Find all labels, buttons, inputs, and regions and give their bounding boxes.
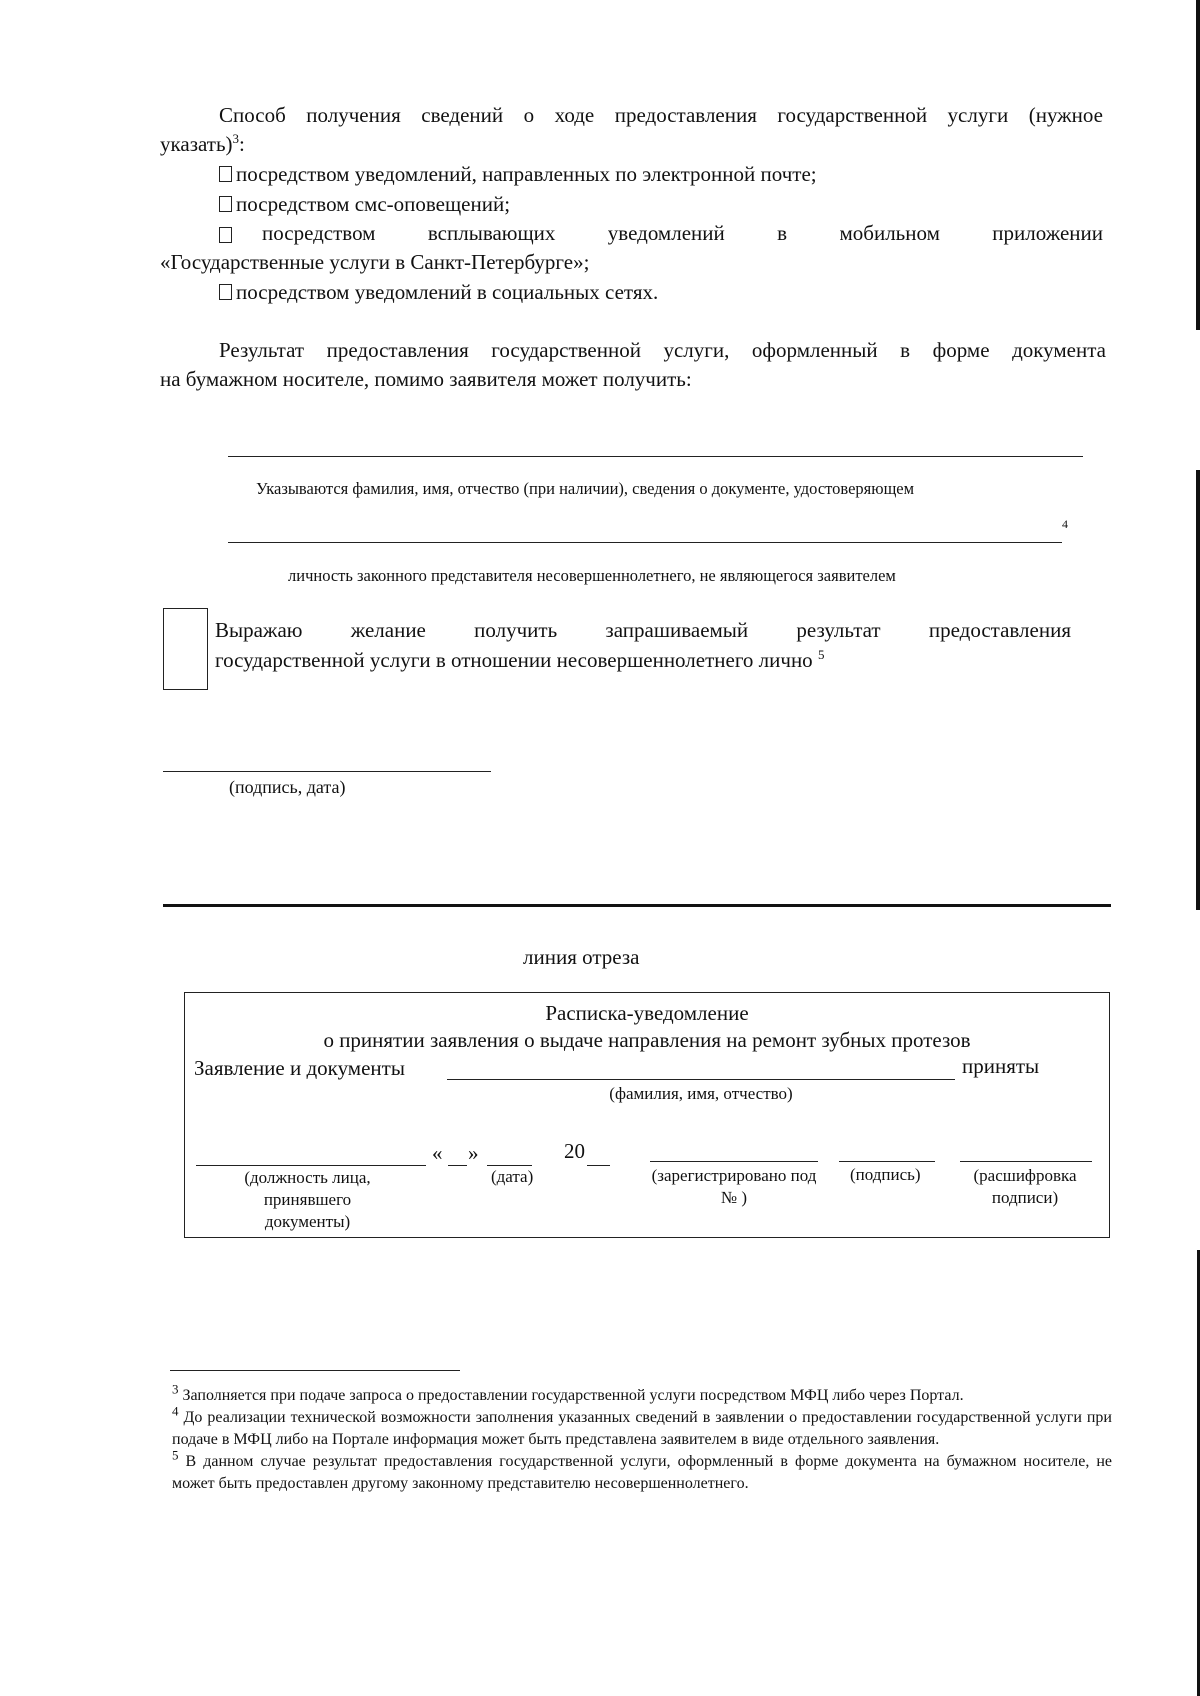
receipt-box (184, 992, 1110, 1238)
receipt-caption-date: (дата) (491, 1167, 534, 1186)
representative-hint1: Указываются фамилия, имя, отчество (при наличии), сведения о документе, удостоверяющем (256, 479, 915, 498)
footnotes (172, 1381, 1113, 1495)
receipt-quote-open: « (432, 1141, 443, 1165)
signature-line[interactable] (163, 771, 491, 772)
receipt-caption-position: (должность лица, принявшего документы) (244, 1168, 371, 1231)
cut-line (163, 904, 1111, 907)
result-line1: Результат предоставления государственной услуги, оформленный в форме документа (219, 338, 1106, 362)
receipt-month-field[interactable] (487, 1165, 532, 1166)
footnote-separator (170, 1370, 460, 1371)
delivery-option-app[interactable]: посредством всплывающих уведомлений в мобильном приложении (219, 219, 1103, 248)
delivery-heading-line2: указать)$^3$: (160, 131, 245, 156)
receipt-subtitle: о принятии заявления о выдаче направления на ремонт зубных протезов (323, 1028, 971, 1052)
footnote-4: $^4$ До реализации технической возможности заполнения указанных сведений в заявлении о предоставлении государственной услуги при подаче в МФЦ либо на Портале информация может быть представлена заявителем в виде отдельного заявления. (172, 1403, 1112, 1448)
receipt-year-prefix: 20 (564, 1139, 585, 1163)
receipt-position-field[interactable] (196, 1165, 426, 1166)
cut-line-label: линия отреза (523, 945, 640, 969)
wish-line1: Выражаю желание получить запрашиваемый результат предоставления (215, 618, 1071, 642)
scan-edge-mark (1196, 470, 1200, 910)
receipt-caption-decoding: (расшифровка подписи) (973, 1166, 1077, 1207)
checkbox-square[interactable] (219, 196, 232, 212)
footnote-ref-5: 5 (817, 647, 825, 662)
representative-field-line[interactable] (228, 456, 1083, 457)
delivery-option-app-continued: «Государственные услуги в Санкт-Петербурге»; (160, 250, 590, 274)
receipt-caption-registered: (зарегистрировано под № ) (651, 1166, 817, 1207)
receipt-caption-signature: (подпись) (850, 1165, 921, 1184)
footnote-ref-3: 3 (232, 131, 240, 146)
footnote-ref-4: 4 (1062, 517, 1068, 531)
wish-line2: государственной услуги в отношении несовершеннолетнего лично $^5$ (215, 647, 825, 672)
scan-edge-mark (1196, 0, 1200, 330)
delivery-heading-line1: Способ получения сведений о ходе предоставления государственной услуги (нужное (219, 103, 1103, 127)
representative-hint2: личность законного представителя несовершеннолетнего, не являющегося заявителем (288, 566, 896, 585)
result-line2: на бумажном носителе, помимо заявителя может получить: (160, 367, 692, 391)
representative-field-line[interactable] (228, 542, 1062, 543)
wish-checkbox[interactable] (163, 608, 208, 690)
checkbox-square[interactable] (219, 284, 232, 300)
receipt-day-field[interactable] (448, 1165, 467, 1166)
delivery-option-social[interactable]: посредством уведомлений в социальных сетях. (219, 278, 658, 307)
receipt-accepted-prefix: Заявление и документы (194, 1056, 405, 1080)
checkbox-square[interactable] (219, 166, 232, 182)
footnote-5: $^5$ В данном случае результат предоставления государственной услуги, оформленный в форме документа на бумажном носителе, не может быть предоставлен другому законному представителю несовершеннолетнего. (172, 1447, 1113, 1492)
delivery-option-sms[interactable]: посредством смс-оповещений; (219, 190, 510, 219)
checkbox-square[interactable] (219, 227, 232, 243)
footnote-3: $^3$ Заполняется при подаче запроса о предоставлении государственной услуги посредством МФЦ либо через Портал. (172, 1381, 964, 1404)
receipt-year-field[interactable] (587, 1165, 610, 1166)
receipt-decoding-field[interactable] (960, 1161, 1092, 1162)
receipt-accepted-suffix: приняты (962, 1054, 1040, 1078)
receipt-registration-field[interactable] (650, 1161, 818, 1162)
receipt-title: Расписка-уведомление (545, 1001, 749, 1025)
receipt-signature-field[interactable] (839, 1161, 935, 1162)
receipt-name-caption: (фамилия, имя, отчество) (609, 1084, 793, 1103)
delivery-option-email[interactable]: посредством уведомлений, направленных по электронной почте; (219, 160, 817, 189)
signature-caption: (подпись, дата) (229, 777, 346, 797)
receipt-name-field[interactable] (447, 1079, 955, 1080)
receipt-quote-close: » (468, 1141, 479, 1165)
